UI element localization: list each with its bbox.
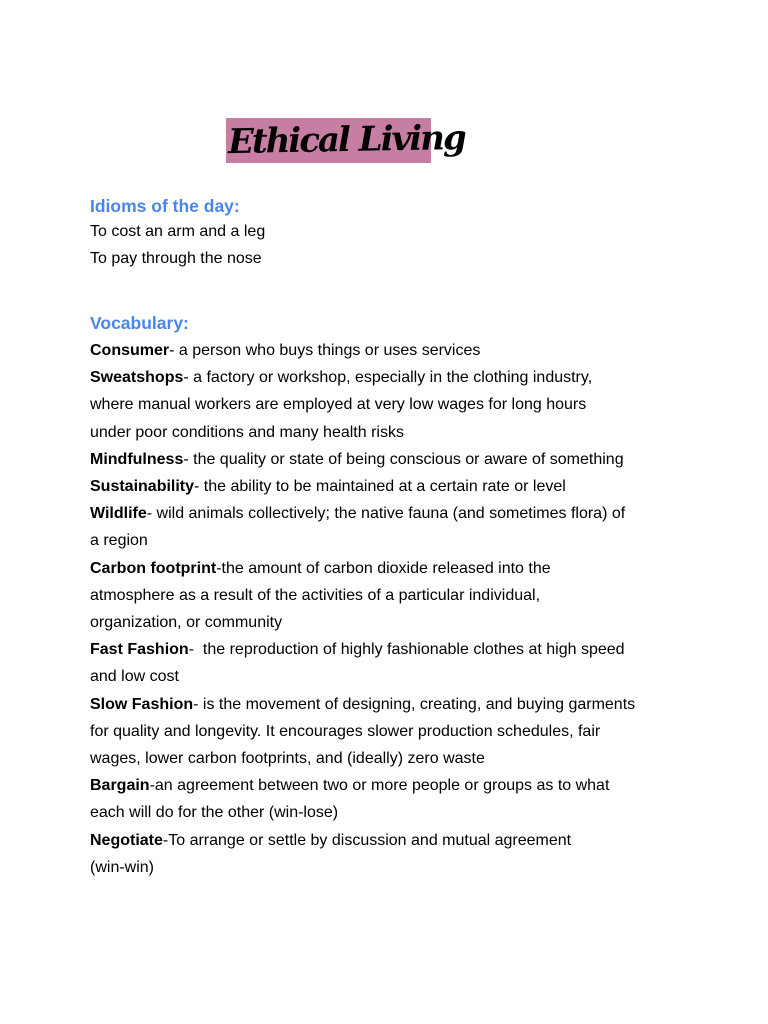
vocab-entry-sweatshops: [90, 364, 690, 446]
vocab-definition: - the ability to be maintained at a certain rate or level: [194, 478, 566, 496]
vocab-definition: where manual workers are employed at very low wages for long hours: [90, 396, 587, 414]
vocab-entry-slow-fashion: [90, 691, 690, 773]
vocab-definition: a region: [90, 532, 148, 550]
vocab-term: Wildlife: [90, 505, 147, 523]
vocab-definition: atmosphere as a result of the activities of a particular individual,: [90, 586, 541, 604]
vocab-term: Negotiate: [90, 831, 163, 849]
vocab-definition: each will do for the other (win-lose): [90, 804, 339, 822]
vocab-entry-negotiate: [90, 827, 690, 881]
vocab-entry-fast-fashion: [90, 636, 690, 690]
vocab-definition: - wild animals collectively; the native fauna (and sometimes flora) of: [146, 505, 626, 523]
vocab-entry-consumer: [90, 337, 690, 364]
vocab-entry-bargain: [90, 772, 690, 826]
vocab-definition: and low cost: [90, 668, 179, 686]
vocabulary-list: [90, 337, 690, 881]
idiom-item: To pay through the nose: [90, 250, 262, 267]
vocab-term: Mindfulness: [90, 450, 184, 468]
vocab-term: Sweatshops: [90, 369, 184, 387]
vocab-entry-wildlife: [90, 500, 690, 554]
vocab-definition: wages, lower carbon footprints, and (ideally) zero waste: [90, 750, 485, 768]
vocab-term: Bargain: [90, 777, 150, 795]
vocab-definition: (win-win): [90, 858, 154, 876]
vocab-definition: for quality and longevity. It encourages slower production schedules, fair: [90, 722, 601, 740]
vocab-term: Consumer: [90, 342, 170, 359]
page-title: Ethical Living: [227, 117, 466, 163]
vocab-term: Sustainability: [90, 478, 195, 496]
vocab-entry-carbon-footprint: [90, 555, 690, 637]
vocab-term: Fast Fashion: [90, 641, 189, 659]
vocab-definition: - is the movement of designing, creating, and buying garments: [193, 695, 636, 713]
idiom-item: To cost an arm and a leg: [90, 223, 266, 240]
vocab-definition: -an agreement between two or more people or groups as to what: [149, 777, 610, 795]
vocab-definition: under poor conditions and many health risks: [90, 423, 404, 441]
vocab-definition: -the amount of carbon dioxide released into the: [216, 559, 551, 577]
vocab-term: Carbon footprint: [90, 559, 217, 577]
vocab-definition: - the quality or state of being conscious or aware of something: [183, 450, 624, 468]
vocab-term: Slow Fashion: [90, 695, 194, 713]
vocab-definition: - the reproduction of highly fashionable clothes at high speed: [188, 641, 625, 659]
vocab-entry-sustainability: [90, 473, 690, 500]
vocab-definition: - a factory or workshop, especially in the clothing industry,: [183, 369, 593, 387]
vocab-definition: -To arrange or settle by discussion and mutual agreement: [162, 831, 572, 849]
vocab-definition: - a person who buys things or uses services: [169, 342, 481, 359]
vocab-definition: organization, or community: [90, 614, 283, 632]
idioms-heading: Idioms of the day:: [90, 196, 240, 216]
vocab-entry-mindfulness: [90, 446, 690, 473]
vocabulary-heading: Vocabulary:: [90, 313, 189, 333]
